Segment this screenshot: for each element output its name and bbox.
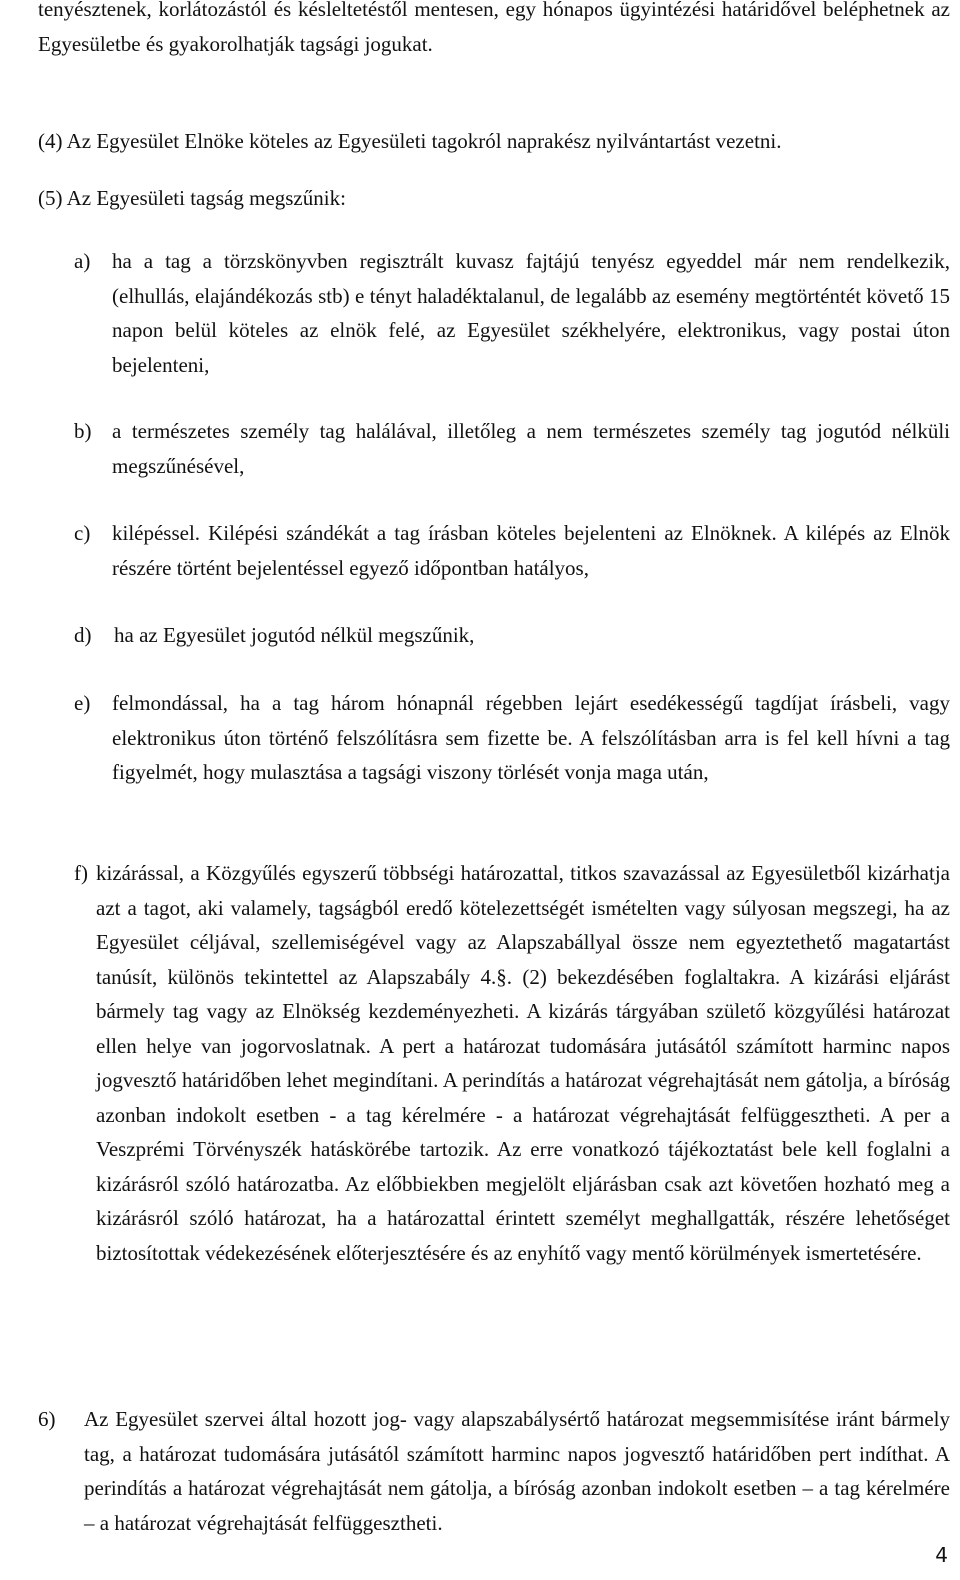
list-item-f <box>74 856 950 1270</box>
list-item-b <box>74 414 950 483</box>
list-item-text: ha a tag a törzskönyvben regisztrált kuvasz fajtájú tenyész egyeddel már nem rendelkezik, (elhullás, elajándékozás stb) e tényt haladéktalanul, de legalább az esemény megtörténtét követő 15 napon belül köteles az elnök felé, az Egyesület székhelyére, elektronikus, vagy postai úton bejelenteni, <box>112 249 950 377</box>
list-item-text: kizárással, a Közgyűlés egyszerű többségi határozattal, titkos szavazással az Egyesületből kizárhatja azt a tagot, aki valamely, tagságból eredő kötelezettségét ismételten vagy súlyosan megszegi, ha az Egyesület céljával, szellemiségével vagy az Alapszabállyal össze nem egyeztethető magatartást tanúsít, különös tekintettel az Alapszabály 4.§. (2) bekezdésében foglaltakra. A kizárási eljárást bármely tag vagy az Elnökség kezdeményezheti. A kizárás tárgyában születő közgyűlési határozat ellen helye van jogorvoslatnak. A pert a határozat tudomására jutásától számított harminc napos jogvesztő határidőben lehet megindítani. A perindítás a határozat végrehajtását nem gátolja, a bíróság azonban indokolt esetben - a tag kérelmére - a határozat végrehajtását felfüggesztheti. A per a Veszprémi Törvényszék hatáskörébe tartozik. Az erre vonatkozó tájékoztatást bele kell foglalni a kizárásról szóló határozatba. Az előbbiekben megjelölt eljárásban csak azt követően hozható meg a kizárásról szóló határozat, ha a határozattal érintett személyt meghallgatták, részére lehetőséget biztosítottak védekezésének előterjesztésére és az enyhítő vagy mentő körülmények ismertetésére. <box>96 861 950 1265</box>
list-item-label: c) <box>74 521 91 545</box>
list-item-text: ha az Egyesület jogutód nélkül megszűnik, <box>114 623 475 647</box>
list-item-text: a természetes személy tag halálával, illetőleg a nem természetes személy tag jogutód nélküli megszűnésével, <box>112 419 950 478</box>
list-item-label: f) <box>74 861 88 885</box>
list-item-label: b) <box>74 419 92 443</box>
list-item-label: a) <box>74 249 91 273</box>
paragraph-5-heading: (5) Az Egyesületi tagság megszűnik: <box>38 186 346 210</box>
list-item-label: e) <box>74 691 91 715</box>
paragraph-6-label: 6) <box>38 1407 56 1431</box>
paragraph-6 <box>38 1402 950 1540</box>
paragraph-4: (4) Az Egyesület Elnöke köteles az Egyesületi tagokról naprakész nyilvántartást vezetni. <box>38 129 782 153</box>
paragraph-6-text: Az Egyesület szervei által hozott jog- vagy alapszabálysértő határozat megsemmisítése iránt bármely tag, a határozat tudomására jutásától számított harminc napos jogvesztő határidőben pert indíthat. A perindítás a határozat végrehajtását nem gátolja, a bíróság azonban indokolt esetben – a tag kérelmére – a határozat végrehajtását felfüggesztheti. <box>84 1407 950 1535</box>
list-item-a <box>74 244 950 382</box>
intro-continuation-paragraph: tenyésztenek, korlátozástól és késleltetéstől mentesen, egy hónapos ügyintézési határidővel beléphetnek az Egyesületbe és gyakorolhatják tagsági jogukat. <box>38 0 950 56</box>
list-item-c <box>74 516 950 585</box>
list-item-text: felmondással, ha a tag három hónapnál régebben lejárt esedékességű tagdíjat írásbeli, vagy elektronikus úton történő felszólításra sem fizette be. A felszólításban arra is fel kell hívni a tag figyelmét, hogy mulasztása a tagsági viszony törlését vonja maga után, <box>112 691 950 784</box>
list-item-e <box>74 686 950 790</box>
page-number: 4 <box>935 1543 948 1567</box>
list-item-d <box>74 618 950 653</box>
list-item-text: kilépéssel. Kilépési szándékát a tag írásban köteles bejelenteni az Elnöknek. A kilépés az Elnök részére történt bejelentéssel egyező időpontban hatályos, <box>112 521 950 580</box>
list-item-label: d) <box>74 623 92 647</box>
